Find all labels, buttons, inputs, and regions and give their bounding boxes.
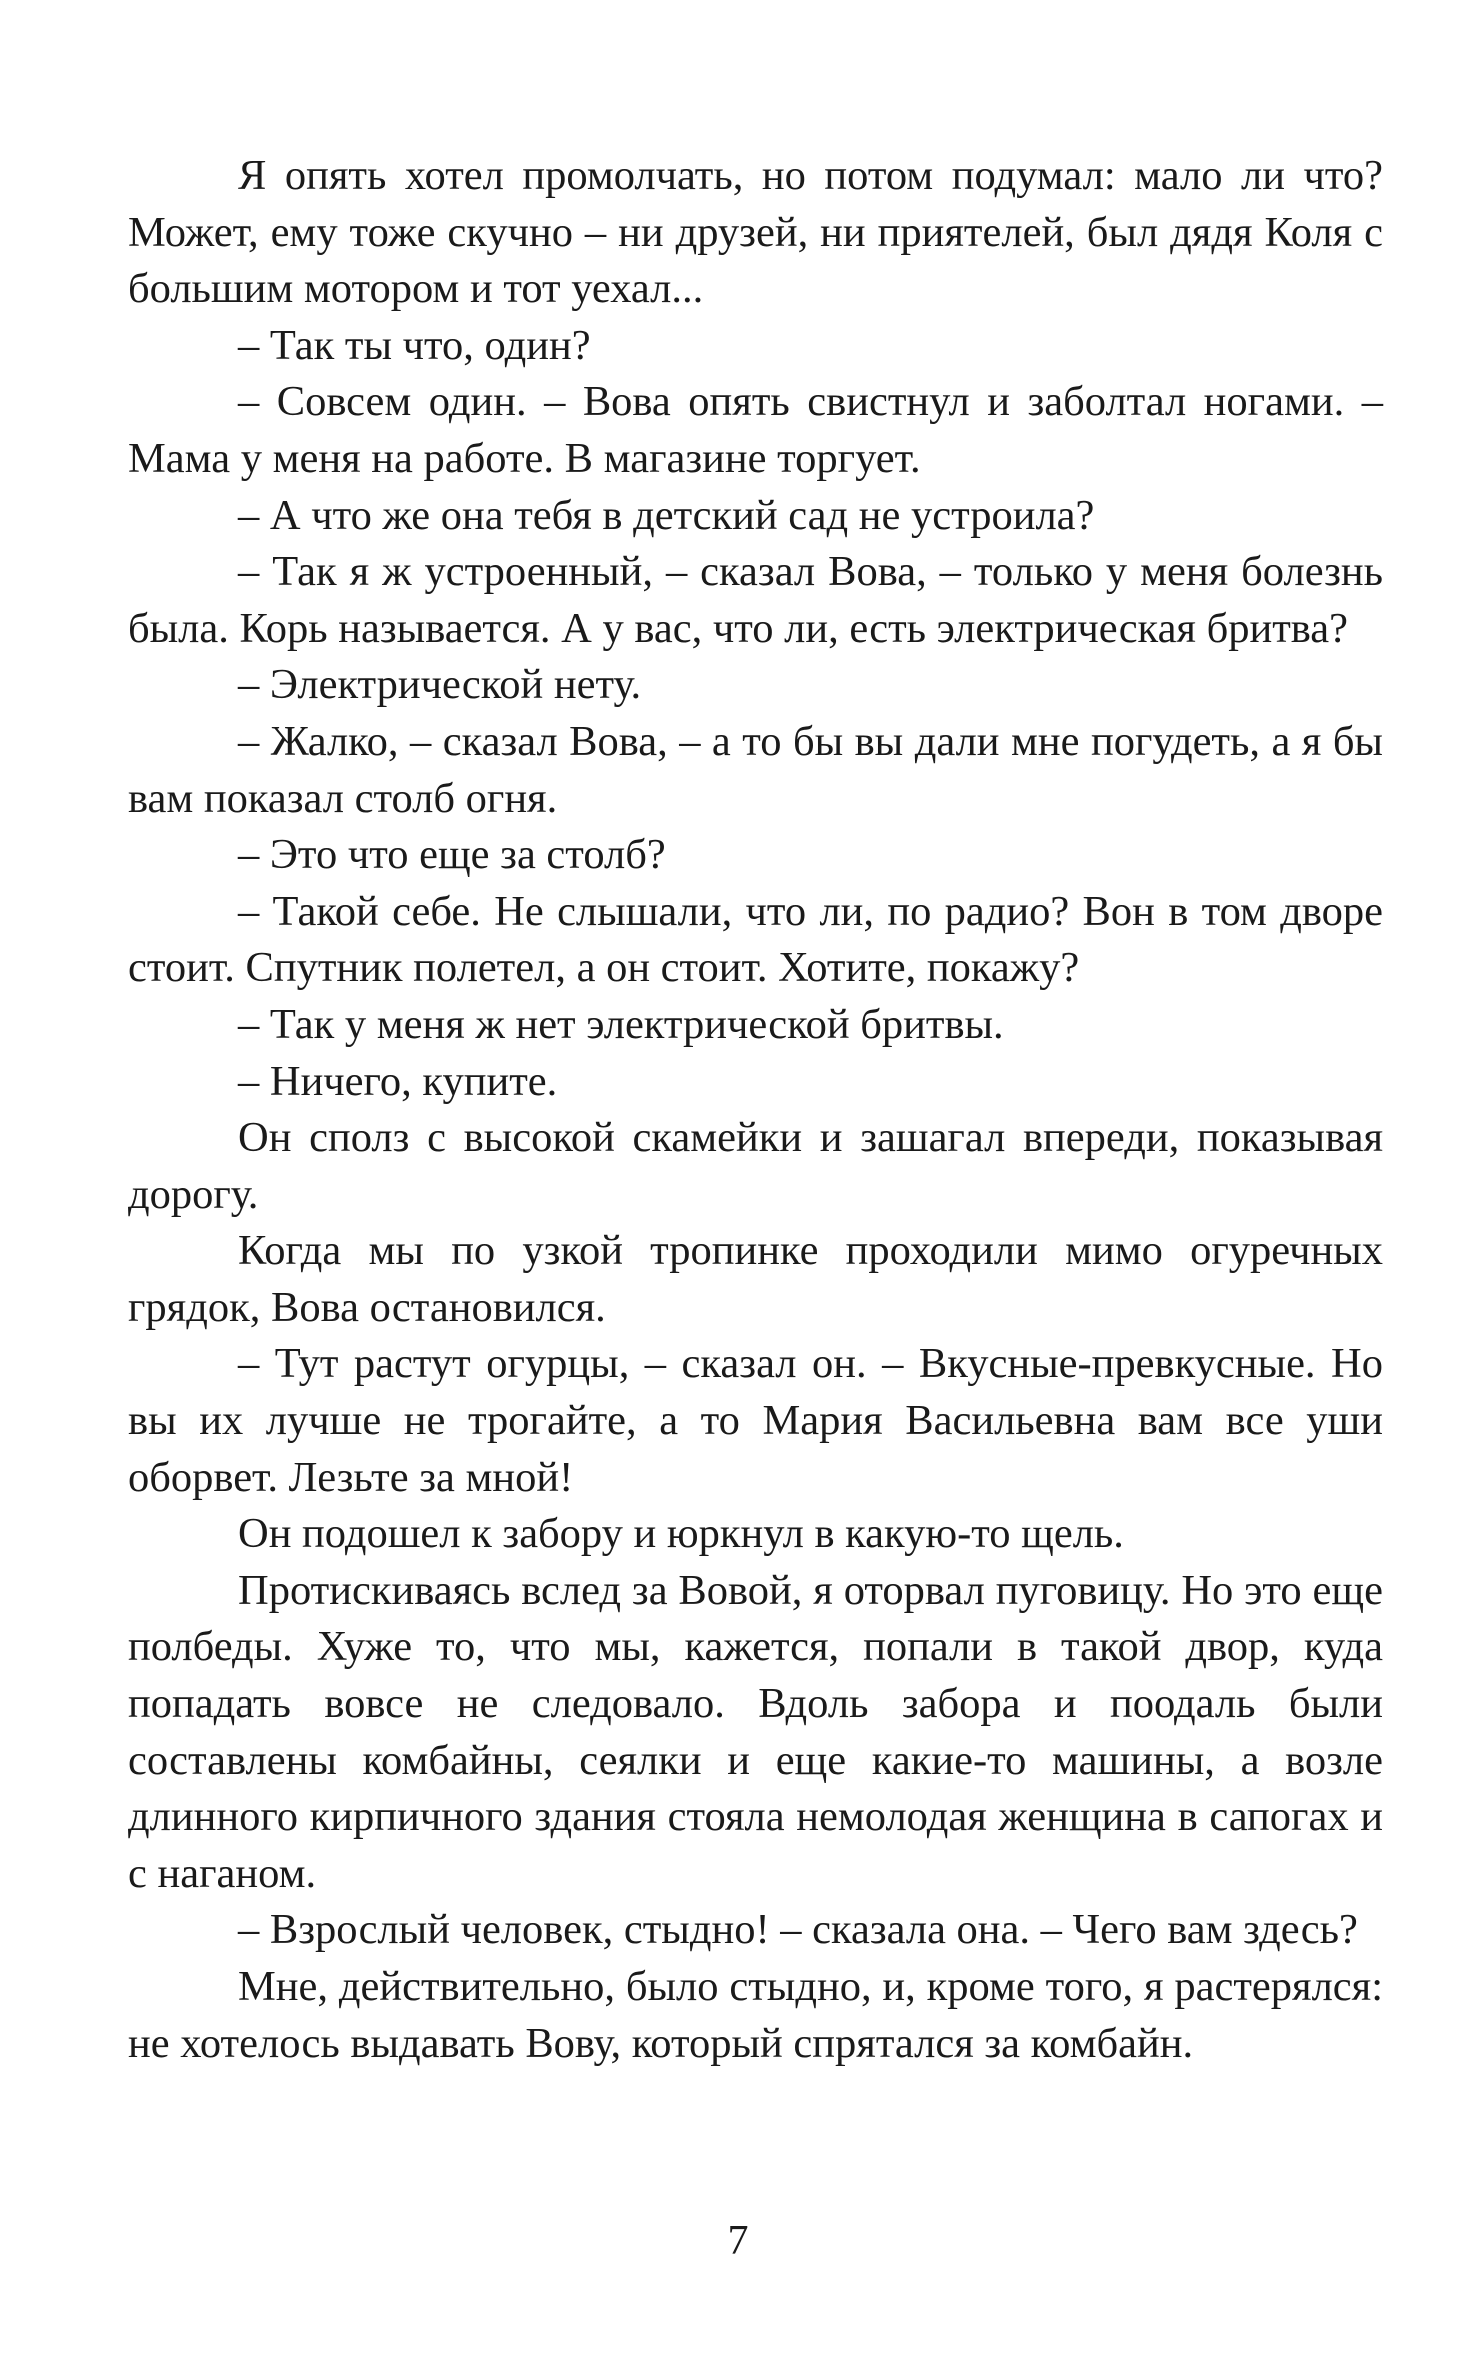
- paragraph: – Взрослый человек, стыдно! – сказала она. – Чего вам здесь?: [238, 1906, 1358, 1954]
- page-number: 7: [727, 2218, 749, 2264]
- paragraph: Он подошел к забору и юркнул в какую-то щель.: [238, 1510, 1124, 1558]
- paragraph: – Электрической нету.: [238, 661, 642, 709]
- paragraph: – Совсем один. – Вова опять свистнул и заболтал ногами. – Мама у меня на работе. В магазине торгует.: [128, 378, 1383, 482]
- paragraph: – Тут растут огурцы, – сказал он. – Вкусные-превкусные. Но вы их лучше не трогайте, а то Мария Васильевна вам все уши оборвет. Лезьте за мной!: [128, 1340, 1383, 1501]
- paragraph: – Это что еще за столб?: [238, 831, 666, 879]
- paragraph: – Так у меня ж нет электрической бритвы.: [238, 1000, 1004, 1048]
- paragraph: Мне, действительно, было стыдно, и, кроме того, я растерялся: не хотелось выдавать Вову, который спрятался за комбайн.: [128, 1963, 1383, 2067]
- paragraph: – Так я ж устроенный, – сказал Вова, – только у меня болезнь была. Корь называется. А у вас, что ли, есть электрическая бритва?: [128, 548, 1383, 652]
- page-body: [128, 148, 1383, 2072]
- paragraph: – Ничего, купите.: [238, 1057, 558, 1105]
- paragraph: – Так ты что, один?: [238, 321, 591, 369]
- paragraph: Когда мы по узкой тропинке проходили мимо огуречных грядок, Вова остановился.: [128, 1227, 1383, 1331]
- paragraph: Я опять хотел промолчать, но потом подумал: мало ли что? Может, ему тоже скучно – ни друзей, ни приятелей, был дядя Коля с большим мотором и тот уехал...: [128, 152, 1383, 313]
- paragraph: – А что же она тебя в детский сад не устроила?: [238, 491, 1095, 539]
- paragraph: Протискиваясь вслед за Вовой, я оторвал пуговицу. Но это еще полбеды. Хуже то, что мы, кажется, попали в такой двор, куда попадать вовсе не следовало. Вдоль забора и поодаль были составлены комбайны, сеялки и еще какие-то машины, а возле длинного кирпичного здания стояла немолодая женщина в сапогах и с наганом.: [128, 1566, 1383, 1897]
- paragraph: – Такой себе. Не слышали, что ли, по радио? Вон в том дворе стоит. Спутник полетел, а он стоит. Хотите, покажу?: [128, 887, 1383, 992]
- paragraph: – Жалко, – сказал Вова, – а то бы вы дали мне погудеть, а я бы вам показал столб огня.: [128, 717, 1383, 822]
- paragraph: Он сполз с высокой скамейки и зашагал впереди, показывая дорогу.: [128, 1114, 1383, 1218]
